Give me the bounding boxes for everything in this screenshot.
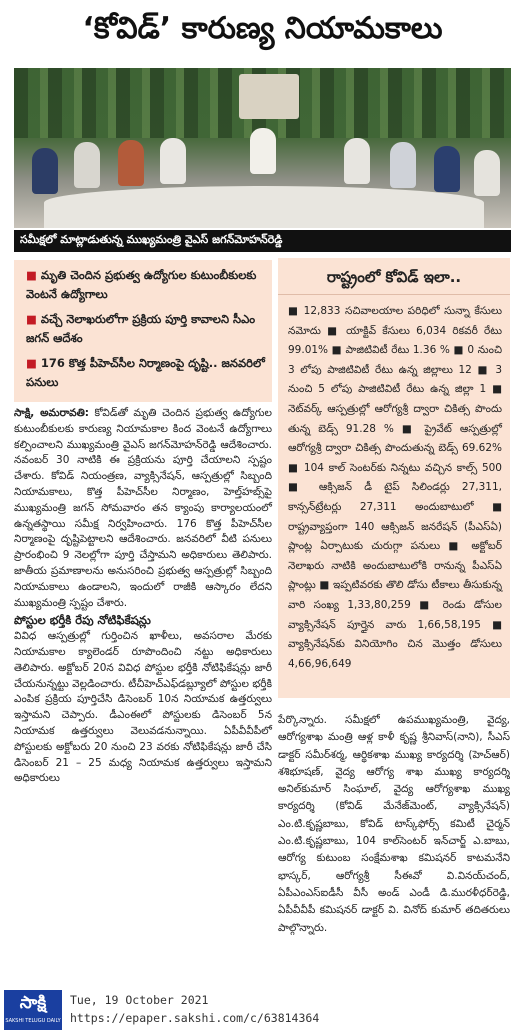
highlight-text: వచ్చే నెలాఖరులోగా ప్రక్రియ పూర్తి కావాలని సీఎం జగన్ ఆదేశం: [26, 312, 256, 345]
covid-stats-box: [278, 258, 510, 698]
footer-url[interactable]: https://epaper.sakshi.com/c/63814364: [70, 1011, 320, 1025]
highlight-text: మృతి చెందిన ప్రభుత్వ ఉద్యోగుల కుటుంబీకులకు వెంటనే ఉద్యోగాలు: [26, 268, 257, 301]
bullet-icon: ■: [26, 268, 37, 282]
bullet-icon: ■: [26, 312, 37, 326]
highlights-box: [14, 260, 272, 402]
logo-text: సాక్షి: [19, 993, 47, 1013]
highlight-item: [26, 266, 266, 304]
subheading: పోస్టుల భర్తీకి రేపు నోటిఫికేషన్లు: [14, 613, 151, 628]
photo-person: [160, 138, 186, 184]
bullet-icon: ■: [26, 356, 37, 370]
footer: [0, 990, 525, 1032]
photo-person: [390, 142, 416, 188]
box-body: ■ 12,833 సచివాలయాల పరిధిలో సున్నా కేసులు నమోదు ■ యాక్టివ్ కేసులు 6,034 రికవరీ రేటు 99.01% ■ పాజిటివిటీ రేటు 1.36 % ■ 0 నుంచి 3 లోపు పాజిటివిటీ రేటు ఉన్న జిల్లాలు 12 ■ 3 నుంచి 5 లోపు పాజిటివిటీ రేటు ఉన్న జిల్లా 1 ■ నెట్‌వర్క్ ఆస్పత్రుల్లో ఆరోగ్యశ్రీ ద్వారా చికిత్స పొందు తున్న బెడ్స్ 91.28 % ■ ప్రైవేట్ ఆస్పత్రుల్లో ఆరోగ్యశ్రీ ద్వారా చికిత్స పొందుతున్న బెడ్స్ 69.62% ■ 104 కాల్ సెంటర్‌కు నిన్నటు వచ్చిన కాల్స్ 500 ■ ఆక్సిజన్ డీ టైప్ సిలిండర్లు 27,311, కాన్సన్‌ట్రేటర్లు 27,311 అందుబాటులో ■ రాష్ట్రవ్యాప్తంగా 140 ఆక్సిజన్ జనరేషన్ (పీఎస్‌ఏ) ప్లాంట్ల ఏర్పాటుకు చురుగ్గా పనులు ■ అక్టోబర్ నెలాఖరు నాటికి అందుబాటులోకి రానున్న పీఎస్‌ఏ ప్లాంట్లు ■ ఇప్పటివరకు తొలి డోసు టీకాలు తీసుకున్న వారి సంఖ్య 1,33,80,259 ■ రెండు డోసుల వ్యాక్సినేషన్ పూర్తైన వారు 1,66,58,195 ■ వ్యాక్సినేషన్‌కు వినియోగిం చిన మొత్తం డోసులు 4,66,96,649: [288, 305, 502, 670]
highlight-item: [26, 310, 266, 348]
photo-emblem: [239, 74, 299, 119]
article-paragraph: పేర్కొన్నారు. సమీక్షలో ఉపముఖ్యమంత్రి, వైద్య, ఆరోగ్యశాఖ మంత్రి ఆళ్ల కాళీ కృష్ణ శ్రీనివాస్(నాని), సీఎస్ డాక్టర్ సమీర్‌శర్మ, ఆర్థికశాఖ ముఖ్య కార్యదర్శి (హెచ్‌ఆర్) శశిభూషణ్, వైద్య ఆరోగ్య శాఖ ముఖ్య కార్యదర్శి అనిల్‌కుమార్ సింఘాల్, వైద్య ఆరోగ్యశాఖ ముఖ్య కార్యదర్శి (కోవిడ్ మేనేజ్‌మెంట్, వ్యాక్సినేషన్) ఎం.టి.కృష్ణబాబు, కోవిడ్ టాస్క్‌ఫోర్స్ కమిటీ చైర్మన్ ఎం.టి.కృష్ణబాబు, 104 కాల్‌సెంటర్ ఇన్‌చార్జ్ ఎ.బాబు, ఆరోగ్య కుటుంబ సంక్షేమశాఖ కమిషనర్ కాటమనేని భాస్కర్, ఆరోగ్యశ్రీ సీఈవో వి.వినయ్‌చంద్, ఏపీఎంఎస్‌ఐడీసీ వీసీ అండ్ ఎండీ డి.మురళీధర్‌రెడ్డి, ఏపీవీవీపీ కమిషనర్ డాక్టర్ వి. వినోద్ కుమార్ తదితరులు పాల్గొన్నారు.: [278, 714, 510, 934]
photo-person: [434, 146, 460, 192]
article-column-2: [278, 712, 510, 937]
photo-person: [250, 128, 276, 174]
logo-subtext: SAKSHI TELUGU DAILY: [5, 1018, 61, 1024]
photo-person: [474, 150, 500, 196]
sakshi-logo: [4, 990, 62, 1030]
article-paragraph: వివిధ ఆస్పత్రుల్లో గుర్తించిన ఖాళీలు, అవసరాల మేరకు నియామకాల క్యాలెండర్ రూపొందించి నట్టు అధికారులు తెలిపారు. అక్టోబర్ 20న వివిధ పోస్టుల భర్తీకి నోటిఫికేషన్లు జారీ చేయనున్నట్టు వెల్లడించారు. టీచీహెచ్‌ఎఫ్‌డబ్ల్యూలో పోస్టుల భర్తీకి ఎంపిక ప్రక్రియ పూర్తిచేసి డిసెంబర్ 10న నియామక ఉత్తర్వులు ఇస్తామని చెప్పారు. డీఎంఈలో పోస్టులకు డిసెంబర్ 5న నియామక ఉత్తర్వులు వెలువడనున్నాయి. ఏపీవీవీపీలో పోస్టులకు అక్టోబరు 20 నుంచి 23 వరకు నోటిఫికేషన్లు జారీ చేసి డిసెంబర్ 21 – 25 మధ్య నియామక ఉత్తర్వులు ఇస్తామని అధికారులు: [14, 630, 272, 785]
photo-person: [118, 140, 144, 186]
highlight-text: 176 కొత్త పీహెచ్‌సీల నిర్మాణంపై దృష్టి.. జనవరిలో పనులు: [26, 356, 265, 389]
paragraph-text: కోవిడ్‌తో మృతి చెందిన ప్రభుత్వ ఉద్యోగుల కుటుంబీకులకు కారుణ్య నియామకాల కింద వెంటనే ఉద్యోగాలు కల్పించాలని ముఖ్యమంత్రి వైఎస్ జగన్‌మోహన్‌రెడ్డి ఆదేశించారు. నవంబర్ 30 నాటికి ఈ ప్రక్రియను పూర్తి చేయాలని స్పష్టం చేశారు. కోవిడ్ నియంత్రణ, వ్యాక్సినేషన్, ఆస్పత్రుల్లో సిబ్బంది నియామకాలు, కొత్త పీహెచ్‌సీల నిర్మాణం, హెల్త్‌హబ్స్‌పై ముఖ్యమంత్రి జగన్ సోమవారం తన క్యాంపు కార్యాలయంలో ఉన్నతస్థాయి సమీక్ష నిర్వహించారు. 176 కొత్త పీహెచ్‌సీల నిర్మాణంపై దృష్టిపెట్టాలని ఆదేశించారు. జనవరిలో వీటి పనులు ప్రారంభించి 9 నెలల్లోగా పూర్తి చేస్తామని అధికారులు తెలిపారు. జాతీయ ప్రమాణాలను అనుసరించి ప్రభుత్వ ఆస్పత్రుల్లో సిబ్బంది నియామకాలు ఉండాలని, ఇందులో రాజీకి ఆస్కారం లేదని ముఖ్యమంత్రి స్పష్టం చేశారు.: [14, 407, 272, 609]
article-column-1: [14, 406, 272, 787]
photo-person: [32, 148, 58, 194]
photo-table: [44, 186, 484, 228]
dateline: సాక్షి, అమరావతి:: [14, 407, 90, 419]
footer-date: Tue, 19 October 2021: [70, 993, 209, 1007]
photo-caption: సమీక్షలో మాట్లాడుతున్న ముఖ్యమంత్రి వైఎస్ జగన్‌మోహన్‌రెడ్డి: [14, 230, 511, 252]
highlight-item: [26, 354, 266, 392]
box-title: రాష్ట్రంలో కోవిడ్ ఇలా..: [278, 264, 510, 295]
photo-person: [74, 142, 100, 188]
headline: ‘కోవిడ్’ కారుణ్య నియామకాలు: [82, 11, 443, 46]
meeting-photo: [14, 68, 511, 228]
photo-person: [344, 138, 370, 184]
article-paragraph: [14, 406, 272, 611]
